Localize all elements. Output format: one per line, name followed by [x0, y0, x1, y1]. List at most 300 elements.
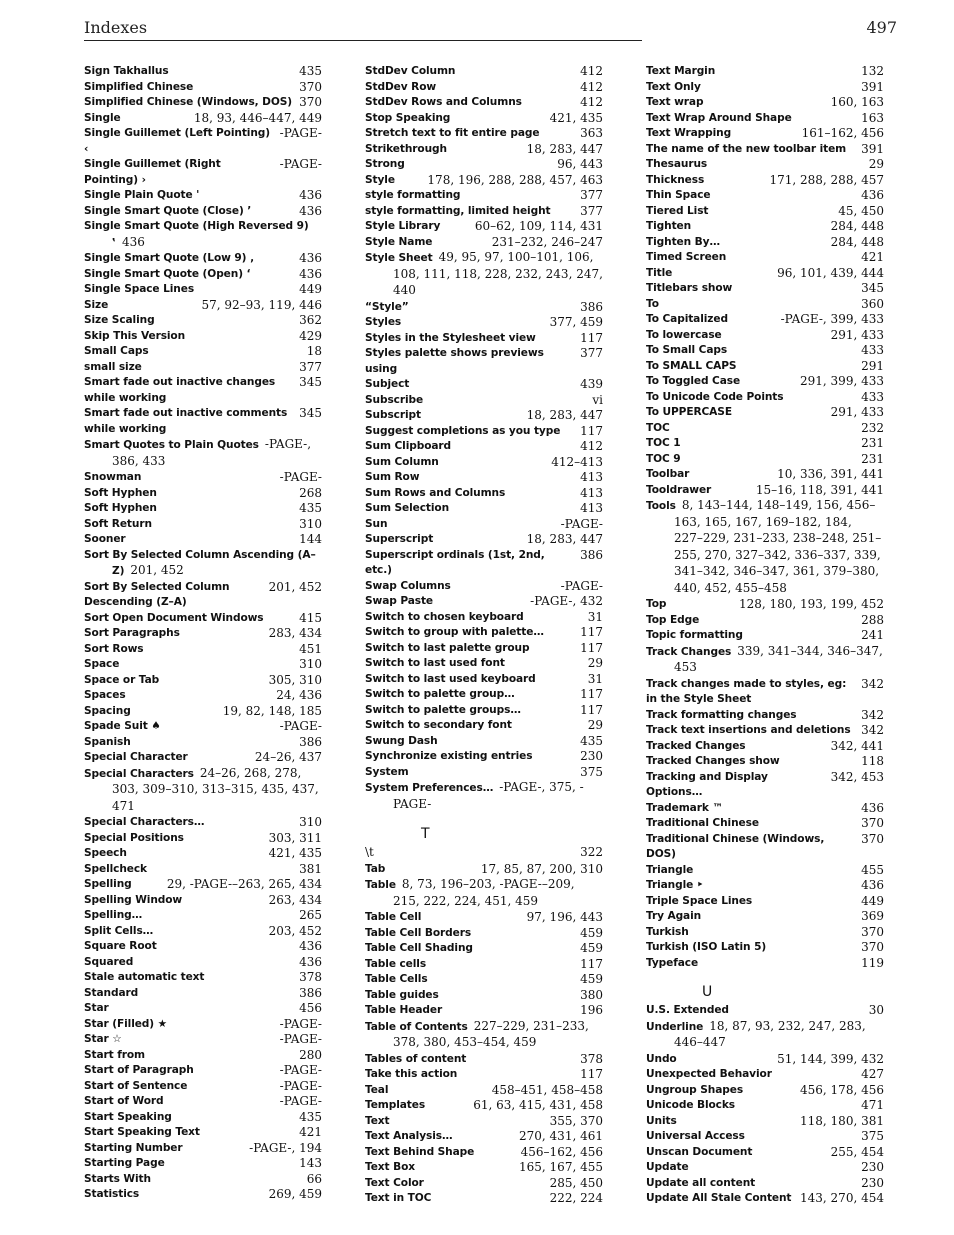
index-entry: [365, 1145, 603, 1161]
index-term: Sort Open Document Windows: [84, 611, 264, 624]
index-term: Table cells: [365, 957, 427, 970]
index-entry: [646, 219, 884, 235]
index-entry: [84, 126, 322, 157]
index-term: Tighten: [646, 220, 692, 232]
index-term: Unscan Document: [646, 1145, 753, 1158]
index-entry: [365, 957, 603, 973]
index-term: Star ☆: [84, 1033, 122, 1045]
index-term: To SMALL CAPS: [646, 359, 737, 372]
index-term: Split Cells…: [84, 924, 154, 937]
index-term: Triple Space Lines: [646, 894, 753, 907]
index-entry: [84, 831, 322, 847]
index-entry: [84, 1156, 322, 1172]
index-entry: [84, 298, 322, 314]
index-entry: [646, 188, 884, 204]
index-term: Simplified Chinese (Windows, DOS): [84, 96, 293, 108]
index-pages: 370: [299, 95, 322, 109]
index-pages: 222, 224: [549, 1191, 603, 1205]
index-term: Space: [84, 658, 120, 670]
index-term: Subscribe: [365, 393, 424, 406]
index-entry: [365, 579, 603, 595]
index-entry: [646, 770, 884, 801]
index-entry: [646, 644, 884, 677]
index-entry: [84, 517, 322, 533]
index-term: Start Speaking: [84, 1110, 172, 1123]
index-term: Single Plain Quote ': [84, 189, 200, 201]
index-pages: -PAGE-: [560, 578, 603, 593]
index-term: Start of Sentence: [84, 1079, 188, 1092]
index-term: Text Box: [365, 1161, 415, 1173]
index-entry: [84, 267, 322, 283]
index-pages: 381: [299, 861, 322, 876]
index-pages: 117: [580, 625, 603, 639]
index-entry: [365, 656, 603, 672]
index-term: Titlebars show: [646, 282, 733, 294]
index-entry: [646, 1191, 884, 1207]
index-entry: [365, 126, 603, 142]
index-term: Text Analysis…: [365, 1130, 453, 1142]
index-entry: [646, 909, 884, 925]
index-column-2: [365, 64, 603, 1207]
index-term: Traditional Chinese: [646, 817, 759, 829]
index-pages: 436: [861, 878, 884, 892]
index-pages: 459: [580, 941, 603, 955]
index-term: Sum Selection: [365, 502, 450, 514]
index-entry: [646, 173, 884, 189]
index-term: Styles in the Stylesheet view: [365, 331, 536, 344]
index-entry: [646, 64, 884, 80]
index-term: Stretch text to fit entire page: [365, 127, 540, 139]
index-term: Styles: [365, 316, 402, 328]
index-pages: 413: [580, 485, 603, 500]
index-pages: 421, 435: [268, 846, 322, 860]
index-entry: [84, 251, 322, 267]
index-pages: 144: [299, 532, 322, 546]
index-entry: [84, 548, 322, 580]
index-pages: 29: [587, 656, 603, 670]
index-term: style formatting: [365, 189, 461, 201]
index-term: To UPPERCASE: [646, 406, 732, 418]
index-entry: [646, 483, 884, 499]
index-entry: [84, 986, 322, 1002]
index-term: Swap Columns: [365, 579, 451, 592]
index-term: Title: [646, 266, 673, 279]
index-term: Text Only: [646, 80, 701, 93]
index-pages: 165, 167, 455: [519, 1160, 603, 1174]
index-entry: [84, 95, 322, 111]
index-term: Table Cells: [365, 973, 428, 985]
index-pages: -PAGE-, 399, 433: [780, 312, 884, 326]
index-entry: [365, 780, 603, 813]
index-term: TOC 1: [646, 437, 681, 449]
index-entry: [646, 708, 884, 724]
index-pages: 45, 450: [838, 203, 884, 218]
index-pages: 51, 144, 399, 432: [777, 1051, 884, 1066]
index-entry: [84, 470, 322, 486]
index-term: Smart Quotes to Plain Quotes: [84, 439, 259, 451]
index-term: Text: [365, 1114, 390, 1127]
index-term: Start of Paragraph: [84, 1064, 194, 1076]
index-entry: [84, 329, 322, 345]
index-pages: 345: [299, 406, 322, 420]
index-term: The name of the new toolbar item: [646, 142, 847, 155]
index-term: Thin Space: [646, 189, 711, 201]
index-pages: 24–26, 268, 278, 303, 309–310, 313–315, 435, 437, 471: [112, 765, 319, 813]
index-entry: [365, 765, 603, 781]
index-term: Start from: [84, 1048, 145, 1061]
index-pages: 471: [861, 1098, 884, 1112]
index-pages: 377, 459: [549, 315, 603, 329]
index-entry: [365, 1052, 603, 1068]
index-pages: 255, 454: [830, 1144, 884, 1159]
index-pages: -PAGE-, 432: [530, 594, 603, 608]
index-term: Switch to palette group…: [365, 688, 515, 700]
index-entry: [84, 719, 322, 735]
index-entry: [84, 204, 322, 220]
index-pages: 303, 311: [268, 830, 322, 845]
index-pages: 360: [861, 296, 884, 311]
index-pages: -PAGE-: [279, 1032, 322, 1046]
index-pages: 178, 196, 288, 288, 457, 463: [427, 172, 603, 187]
index-term: Text wrap: [646, 96, 704, 108]
index-pages: 19, 82, 148, 185: [222, 703, 322, 718]
index-entry: [84, 157, 322, 188]
index-pages: 10, 336, 391, 441: [777, 467, 884, 481]
index-entry: [365, 910, 603, 926]
index-pages: 171, 288, 288, 457: [769, 172, 884, 187]
index-term: Track changes made to styles, eg: in the Style Sheet: [646, 677, 847, 705]
index-term: Sum Rows and Columns: [365, 486, 506, 499]
index-entry: [646, 1083, 884, 1099]
index-pages: 412: [580, 439, 603, 453]
index-term: Sum Column: [365, 455, 439, 468]
index-pages: 227–229, 231–233, 378, 380, 453–454, 459: [393, 1018, 589, 1049]
index-term: Soft Hyphen: [84, 502, 157, 514]
index-term: To Small Caps: [646, 344, 728, 356]
index-term: Special Character: [84, 751, 188, 763]
index-pages: 18: [306, 344, 322, 358]
index-term: Switch to last used keyboard: [365, 672, 536, 685]
index-column-3: [646, 64, 884, 1207]
index-term: Table Cell: [365, 911, 422, 923]
index-term: Sum Row: [365, 471, 420, 483]
index-term: Turkish: [646, 925, 689, 938]
index-term: Single Space Lines: [84, 283, 195, 295]
index-term: Tables of content: [365, 1052, 467, 1065]
index-term: Undo: [646, 1052, 677, 1065]
index-entry: [646, 1003, 884, 1019]
index-term: Thickness: [646, 173, 705, 186]
index-pages: 363: [580, 126, 603, 140]
index-entry: [365, 111, 603, 127]
index-pages: 201, 452: [130, 563, 184, 577]
index-entry: [365, 1160, 603, 1176]
index-term: Text Wrapping: [646, 127, 732, 139]
index-pages: 421, 435: [549, 110, 603, 125]
index-entry: [84, 750, 322, 766]
index-entry: [646, 405, 884, 421]
index-pages: 456, 178, 456: [800, 1082, 884, 1097]
index-pages: 310: [299, 657, 322, 671]
index-pages: 386: [299, 985, 322, 1000]
index-entry: [84, 862, 322, 878]
index-entry: [646, 801, 884, 817]
index-entry: [646, 940, 884, 956]
index-term: Track formatting changes: [646, 708, 797, 721]
index-term: Take this action: [365, 1068, 458, 1080]
index-term: Soft Return: [84, 517, 152, 530]
index-pages: 118: [861, 754, 884, 768]
index-entry: [84, 532, 322, 548]
index-entry: [365, 204, 603, 220]
index-entry: [646, 95, 884, 111]
index-term: Switch to palette groups…: [365, 703, 521, 716]
index-term: Star (Filled) ★: [84, 1017, 168, 1030]
index-term: Standard: [84, 986, 139, 999]
index-pages: -PAGE-: [279, 470, 322, 484]
index-pages: 291, 433: [830, 405, 884, 419]
index-pages: 370: [861, 831, 884, 846]
index-entry: [646, 80, 884, 96]
index-pages: 436: [299, 939, 322, 953]
index-entry: [646, 312, 884, 328]
index-entry: [84, 642, 322, 658]
index-term: Unicode Blocks: [646, 1099, 736, 1111]
section-heading: U: [702, 984, 713, 1000]
index-term: Typeface: [646, 956, 699, 969]
index-entry: [84, 673, 322, 689]
index-term: Starts With: [84, 1172, 151, 1185]
index-entry: [365, 142, 603, 158]
index-pages: 342: [861, 723, 884, 737]
index-term: Space or Tab: [84, 673, 160, 686]
index-pages: 436: [299, 188, 322, 202]
index-term: Top: [646, 598, 667, 610]
index-entry: [365, 331, 603, 347]
index-pages: 436: [121, 234, 145, 249]
index-pages: 231: [861, 436, 884, 450]
index-entry: [84, 1125, 322, 1141]
index-term: Spellcheck: [84, 862, 147, 875]
index-term: To lowercase: [646, 328, 722, 341]
index-pages: 117: [580, 687, 603, 701]
index-entry: [84, 501, 322, 517]
index-entry: [84, 111, 322, 127]
index-pages: 455: [861, 862, 884, 877]
index-term: Suggest completions as you type: [365, 424, 561, 437]
index-term: Text Wrap Around Shape: [646, 111, 792, 124]
index-entry: [84, 626, 322, 642]
index-term: Smart fade out inactive comments while working: [84, 407, 288, 435]
index-term: Single Smart Quote (Low 9) ‚: [84, 252, 254, 264]
index-pages: -PAGE-: [279, 126, 322, 140]
index-term: Smart fade out inactive changes while working: [84, 376, 276, 404]
index-entry: [84, 313, 322, 329]
index-entry: [84, 1032, 322, 1048]
index-pages: 201, 452: [268, 579, 322, 594]
index-pages: 285, 450: [549, 1175, 603, 1190]
index-term: style formatting, limited height: [365, 204, 551, 217]
index-entry: [365, 1114, 603, 1130]
index-term: Single Guillemet (Right Pointing) ›: [84, 158, 221, 186]
index-term: Update: [646, 1161, 689, 1173]
index-entry: [84, 924, 322, 940]
index-term: Underline: [646, 1020, 704, 1033]
index-pages: 412–413: [551, 454, 603, 469]
index-pages: 161–162, 456: [801, 126, 884, 140]
index-pages: -PAGE-: [560, 516, 603, 531]
index-entry: [646, 467, 884, 483]
index-entry: [365, 749, 603, 765]
index-entry: [365, 455, 603, 471]
index-pages: 342: [861, 676, 884, 691]
index-term: Squared: [84, 955, 134, 968]
index-term: Switch to chosen keyboard: [365, 610, 524, 623]
index-entry: [365, 250, 603, 300]
index-pages: 15–16, 118, 391, 441: [755, 482, 884, 497]
index-term: Turkish (ISO Latin 5): [646, 941, 767, 953]
index-pages: 288: [861, 612, 884, 627]
index-term: Superscript ordinals (1st, 2nd, etc.): [365, 548, 545, 576]
index-pages: 230: [861, 1160, 884, 1174]
index-term: Style Name: [365, 235, 433, 248]
index-term: \t: [365, 845, 374, 859]
index-term: To Toggled Case: [646, 375, 741, 387]
index-entry: [646, 436, 884, 452]
index-term: Spelling Window: [84, 893, 183, 906]
index-entry: [84, 939, 322, 955]
index-term: Subject: [365, 378, 410, 390]
index-pages: 291: [861, 358, 884, 373]
index-entry: [365, 439, 603, 455]
index-entry: [84, 893, 322, 909]
index-entry: [365, 346, 603, 377]
index-pages: 322: [580, 845, 603, 859]
index-term: Tab: [365, 862, 386, 875]
index-pages: 270, 431, 461: [519, 1129, 603, 1143]
index-term: TOC 9: [646, 452, 681, 465]
index-term: Update All Stale Content: [646, 1192, 792, 1204]
index-term: Table guides: [365, 988, 439, 1001]
index-pages: 283, 434: [268, 626, 322, 640]
index-entry: [365, 862, 603, 878]
index-pages: 203, 452: [268, 923, 322, 938]
index-entry: [84, 1187, 322, 1203]
index-term: “Style”: [365, 300, 409, 313]
index-pages: 380: [580, 987, 603, 1002]
index-pages: 284, 448: [830, 219, 884, 233]
index-term: Templates: [365, 1099, 426, 1111]
index-pages: 377: [580, 188, 603, 202]
index-term: StdDev Row: [365, 80, 437, 93]
index-entry: [365, 1129, 603, 1145]
index-entry: [84, 80, 322, 96]
index-pages: 339, 341–344, 346–347, 453: [674, 643, 883, 674]
index-pages: 370: [861, 924, 884, 939]
index-entry: [646, 1160, 884, 1176]
index-pages: 284, 448: [830, 234, 884, 249]
index-term: Superscript: [365, 533, 434, 545]
index-entry: [646, 816, 884, 832]
index-pages: 117: [580, 702, 603, 717]
index-entry: [646, 677, 884, 708]
index-entry: [84, 1094, 322, 1110]
index-column-1: [84, 64, 322, 1203]
index-term: System Preferences…: [365, 782, 494, 794]
index-entry: [646, 925, 884, 941]
index-entry: [84, 908, 322, 924]
index-entry: [84, 955, 322, 971]
index-term: Top Edge: [646, 613, 700, 626]
index-term: Sooner: [84, 533, 126, 545]
index-pages: 436: [299, 203, 322, 218]
index-entry: [84, 375, 322, 406]
index-entry: [365, 501, 603, 517]
index-term: Spelling: [84, 878, 132, 890]
index-entry: [365, 625, 603, 641]
index-entry: [646, 343, 884, 359]
index-pages: 231: [861, 451, 884, 466]
index-entry: [84, 1063, 322, 1079]
index-pages: 378: [299, 970, 322, 984]
index-pages: 435: [299, 1109, 322, 1124]
index-entry: [646, 328, 884, 344]
index-entry: [365, 703, 603, 719]
index-term: Try Again: [646, 910, 702, 922]
index-pages: 117: [580, 640, 603, 655]
index-term: Size: [84, 298, 109, 311]
index-term: Spacing: [84, 704, 131, 717]
index-term: Synchronize existing entries: [365, 750, 533, 762]
index-pages: 436: [299, 266, 322, 281]
index-term: Universal Access: [646, 1130, 745, 1142]
index-pages: 377: [580, 346, 603, 360]
index-pages: 18, 283, 447: [526, 532, 603, 546]
index-term: Start of Word: [84, 1095, 164, 1107]
index-pages: 96, 443: [557, 157, 603, 171]
index-pages: 377: [580, 203, 603, 218]
index-term: System: [365, 765, 409, 778]
index-entry: [84, 611, 322, 627]
index-term: Small Caps: [84, 345, 149, 357]
index-term: Stale automatic text: [84, 971, 205, 983]
index-term: Table Cell Shading: [365, 942, 473, 954]
index-pages: 436: [299, 251, 322, 265]
index-pages: 269, 459: [268, 1187, 322, 1201]
index-pages: 143: [299, 1156, 322, 1170]
index-term: Table of Contents: [365, 1020, 468, 1033]
index-entry: [84, 580, 322, 611]
index-pages: 57, 92–93, 119, 446: [201, 297, 322, 312]
index-entry: [84, 657, 322, 673]
index-term: Tooldrawer: [646, 483, 712, 496]
index-pages: 439: [580, 377, 603, 391]
index-entry: [646, 1098, 884, 1114]
index-pages: 66: [306, 1171, 322, 1186]
index-pages: 451: [299, 641, 322, 656]
index-entry: [646, 1129, 884, 1145]
index-entry: [365, 315, 603, 331]
index-entry: [365, 80, 603, 96]
index-pages: 449: [861, 893, 884, 908]
index-pages: 375: [580, 764, 603, 779]
index-entry: [365, 64, 603, 80]
index-pages: 305, 310: [268, 672, 322, 687]
index-pages: 345: [299, 375, 322, 389]
index-pages: 355, 370: [549, 1113, 603, 1128]
index-term: Tracked Changes show: [646, 755, 780, 767]
index-entry: [365, 641, 603, 657]
